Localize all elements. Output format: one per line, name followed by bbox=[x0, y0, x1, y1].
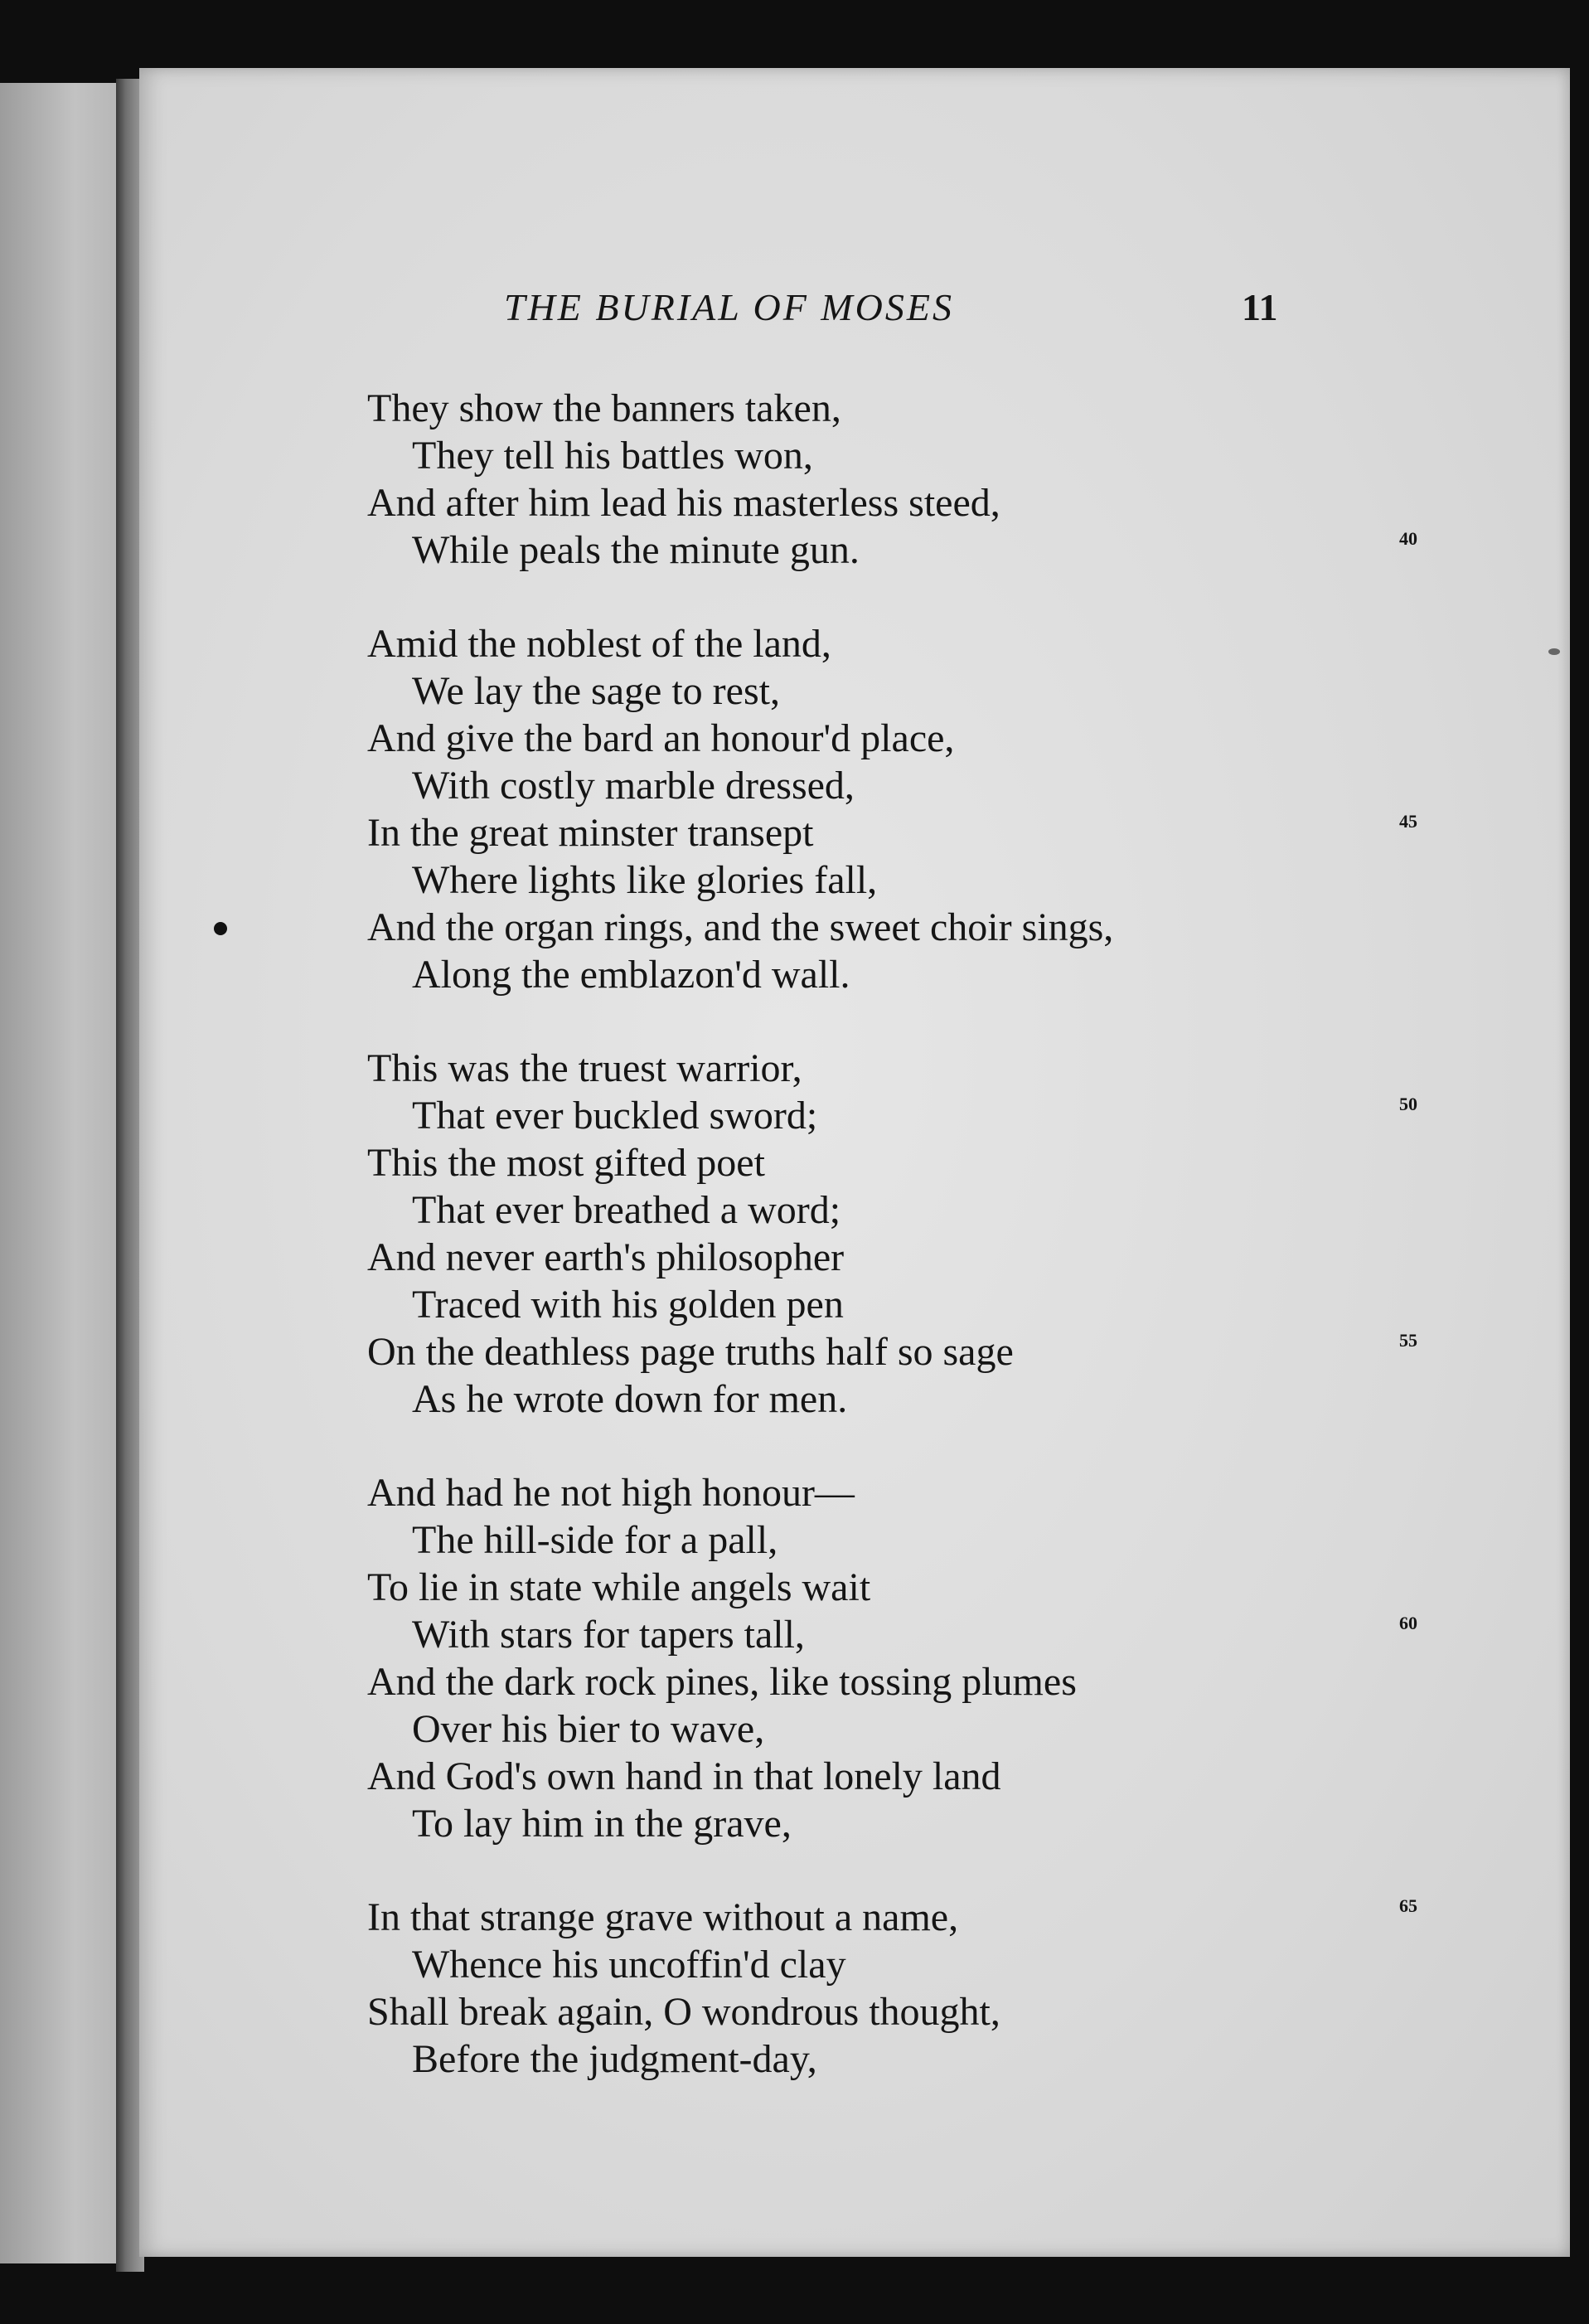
stanza bbox=[367, 620, 1428, 998]
poem-line-text: That ever breathed a word; bbox=[412, 1188, 841, 1232]
line-number: 45 bbox=[1399, 811, 1417, 832]
poem-line bbox=[367, 1941, 1428, 1988]
poem-line bbox=[367, 1328, 1428, 1375]
poem-line bbox=[367, 2035, 1428, 2083]
poem-line bbox=[367, 667, 1428, 715]
poem-line-text: As he wrote down for men. bbox=[412, 1377, 848, 1421]
line-number: 40 bbox=[1399, 528, 1417, 549]
poem-line bbox=[367, 1988, 1428, 2035]
poem-line bbox=[367, 1894, 1428, 1941]
book-page bbox=[139, 68, 1570, 2257]
previous-page-edge bbox=[0, 83, 124, 2263]
poem-line bbox=[367, 432, 1428, 479]
poem-line-text: They tell his battles won, bbox=[412, 434, 813, 478]
poem-line-text: And never earth's philosopher bbox=[367, 1235, 845, 1279]
running-head-title: THE BURIAL OF MOSES bbox=[504, 286, 954, 328]
poem-line bbox=[367, 1564, 1428, 1611]
poem-line bbox=[367, 1375, 1428, 1423]
poem-line-text: And the organ rings, and the sweet choir sings, bbox=[367, 905, 1114, 949]
poem-line-text: Where lights like glories fall, bbox=[412, 858, 878, 902]
poem-line bbox=[367, 1753, 1428, 1800]
poem-line bbox=[367, 1045, 1428, 1092]
poem-line-text: The hill-side for a pall, bbox=[412, 1518, 778, 1562]
stanza bbox=[367, 1469, 1428, 1847]
poem-line bbox=[367, 1139, 1428, 1186]
poem-line bbox=[367, 1611, 1428, 1658]
page-number: 11 bbox=[1242, 286, 1278, 328]
poem-line bbox=[367, 1186, 1428, 1234]
poem-line bbox=[367, 1281, 1428, 1328]
poem-line-text: Shall break again, O wondrous thought, bbox=[367, 1990, 1000, 2034]
poem-line-text: To lay him in the grave, bbox=[412, 1802, 792, 1846]
poem-line-text: With costly marble dressed, bbox=[412, 764, 855, 808]
poem-line bbox=[367, 1705, 1428, 1753]
poem-line-text: And had he not high honour— bbox=[367, 1471, 855, 1515]
stanza bbox=[367, 385, 1428, 574]
poem-line bbox=[367, 479, 1428, 526]
poem-line bbox=[367, 1234, 1428, 1281]
poem-line-text: That ever buckled sword; bbox=[412, 1094, 818, 1138]
line-number: 55 bbox=[1399, 1330, 1417, 1351]
poem-line-text: With stars for tapers tall, bbox=[412, 1613, 805, 1657]
line-number: 65 bbox=[1399, 1895, 1417, 1916]
line-number: 50 bbox=[1399, 1094, 1417, 1114]
line-number: 60 bbox=[1399, 1613, 1417, 1633]
poem-line bbox=[367, 715, 1428, 762]
poem-line bbox=[367, 1658, 1428, 1705]
poem-line bbox=[367, 620, 1428, 667]
poem-line-text: And the dark rock pines, like tossing plumes bbox=[367, 1660, 1077, 1704]
poem-line bbox=[367, 762, 1428, 809]
poem-line-text: This the most gifted poet bbox=[367, 1141, 765, 1185]
poem-line bbox=[367, 1469, 1428, 1516]
poem-line-text: Amid the noblest of the land, bbox=[367, 622, 831, 666]
poem-line-text: Traced with his golden pen bbox=[412, 1283, 844, 1327]
margin-dot-mark bbox=[214, 922, 227, 935]
poem-line-text: Along the emblazon'd wall. bbox=[412, 953, 850, 997]
stanza bbox=[367, 1894, 1428, 2083]
poem-line-text: Whence his uncoffin'd clay bbox=[412, 1943, 846, 1987]
poem-line bbox=[367, 856, 1428, 904]
poem-line-text: And God's own hand in that lonely land bbox=[367, 1754, 1001, 1798]
poem-line-text: They show the banners taken, bbox=[367, 386, 841, 430]
poem-line-text: This was the truest warrior, bbox=[367, 1046, 802, 1090]
poem-line-text: While peals the minute gun. bbox=[412, 528, 860, 572]
poem-line bbox=[367, 1516, 1428, 1564]
stanza bbox=[367, 1045, 1428, 1423]
poem-line bbox=[367, 526, 1428, 574]
poem-line bbox=[367, 809, 1428, 856]
poem-line-text: And after him lead his masterless steed, bbox=[367, 481, 1000, 525]
poem-line bbox=[367, 1092, 1428, 1139]
poem-line bbox=[367, 385, 1428, 432]
poem-line-text: To lie in state while angels wait bbox=[367, 1565, 871, 1609]
poem-body bbox=[367, 385, 1428, 2129]
poem-line bbox=[367, 951, 1428, 998]
poem-line bbox=[367, 1800, 1428, 1847]
scan-speck bbox=[1548, 648, 1560, 655]
poem-line-text: On the deathless page truths half so sage bbox=[367, 1330, 1014, 1374]
poem-line-text: In the great minster transept bbox=[367, 811, 814, 855]
poem-line-text: And give the bard an honour'd place, bbox=[367, 716, 955, 760]
poem-line-text: In that strange grave without a name, bbox=[367, 1895, 959, 1939]
poem-line-text: Before the judgment-day, bbox=[412, 2037, 817, 2081]
poem-line bbox=[367, 904, 1428, 951]
poem-line-text: We lay the sage to rest, bbox=[412, 669, 780, 713]
poem-line-text: Over his bier to wave, bbox=[412, 1707, 765, 1751]
